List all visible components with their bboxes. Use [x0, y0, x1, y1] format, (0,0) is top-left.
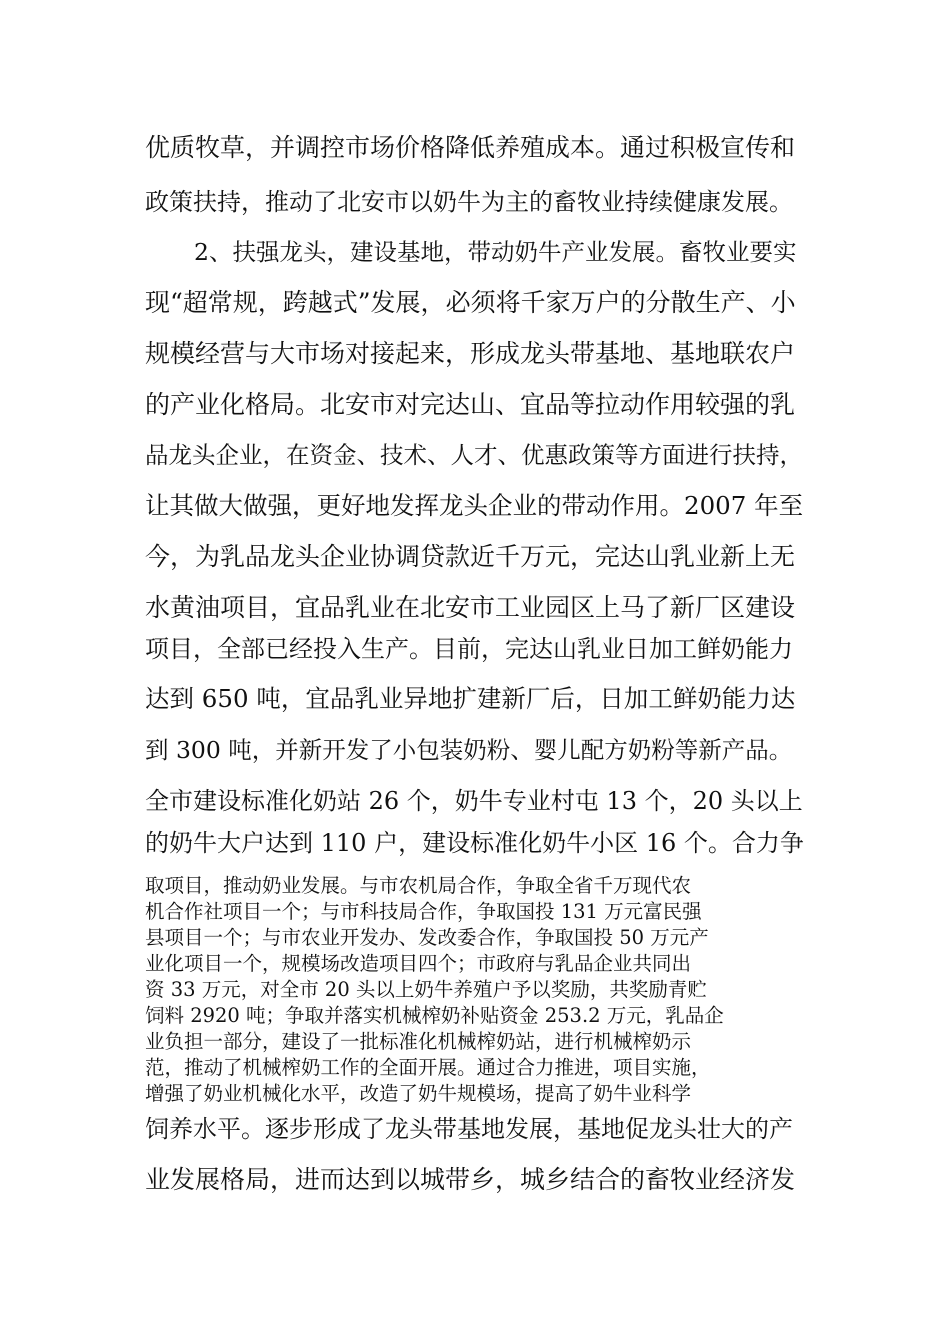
text-line: 增强了奶业机械化水平，改造了奶牛规模场，提高了奶牛业科学 [145, 1082, 692, 1105]
text-line: 今，为乳品龙头企业协调贷款近千万元，完达山乳业新上无 [145, 542, 796, 571]
text-line: 业发展格局，进而达到以城带乡，城乡结合的畜牧业经济发 [145, 1165, 796, 1194]
text-line: 业化项目一个，规模场改造项目四个；市政府与乳品企业共同出 [145, 952, 692, 975]
text-line: 品龙头企业，在资金、技术、人才、优惠政策等方面进行扶持， [145, 441, 803, 469]
text-line: 到 300 吨，并新开发了小包装奶粉、婴儿配方奶粉等新产品。 [145, 736, 793, 764]
text-line: 达到 650 吨，宜品乳业异地扩建新厂后，日加工鲜奶能力达 [145, 684, 796, 713]
text-line: 让其做大做强，更好地发挥龙头企业的带动作用。2007 年至 [145, 491, 804, 520]
text-line: 的奶牛大户达到 110 户，建设标准化奶牛小区 16 个。合力争 [145, 829, 804, 857]
text-line: 的产业化格局。北安市对完达山、宜品等拉动作用较强的乳 [145, 390, 796, 419]
text-line: 机合作社项目一个；与市科技局合作，争取国投 131 万元富民强 [145, 900, 702, 923]
text-line: 政策扶持，推动了北安市以奶牛为主的畜牧业持续健康发展。 [145, 188, 793, 216]
text-line: 范，推动了机械榨奶工作的全面开展。通过合力推进，项目实施， [145, 1056, 711, 1079]
text-line: 全市建设标准化奶站 26 个，奶牛专业村屯 13 个，20 头以上 [145, 787, 803, 815]
text-line: 县项目一个；与市农业开发办、发改委合作，争取国投 50 万元产 [145, 926, 709, 949]
text-line: 饲料 2920 吨；争取并落实机械榨奶补贴资金 253.2 万元，乳品企 [145, 1004, 724, 1027]
text-line: 饲养水平。逐步形成了龙头带基地发展，基地促龙头壮大的产 [145, 1115, 793, 1143]
text-line: 优质牧草，并调控市场价格降低养殖成本。通过积极宣传和 [145, 133, 796, 162]
text-line: 取项目，推动奶业发展。与市农机局合作，争取全省千万现代农 [145, 874, 692, 897]
text-line: 2、扶强龙头，建设基地，带动奶牛产业发展。畜牧业要实 [194, 238, 797, 266]
text-line: 现“超常规，跨越式”发展，必须将千家万户的分散生产、小 [145, 288, 796, 317]
text-line: 规模经营与大市场对接起来，形成龙头带基地、基地联农户 [145, 339, 796, 368]
text-line: 水黄油项目，宜品乳业在北安市工业园区上马了新厂区建设 [145, 593, 796, 622]
text-line: 资 33 万元，对全市 20 头以上奶牛养殖户予以奖励，共奖励青贮 [145, 978, 707, 1001]
text-line: 业负担一部分，建设了一批标准化机械榨奶站，进行机械榨奶示 [145, 1030, 692, 1053]
text-line: 项目，全部已经投入生产。目前，完达山乳业日加工鲜奶能力 [145, 635, 793, 663]
